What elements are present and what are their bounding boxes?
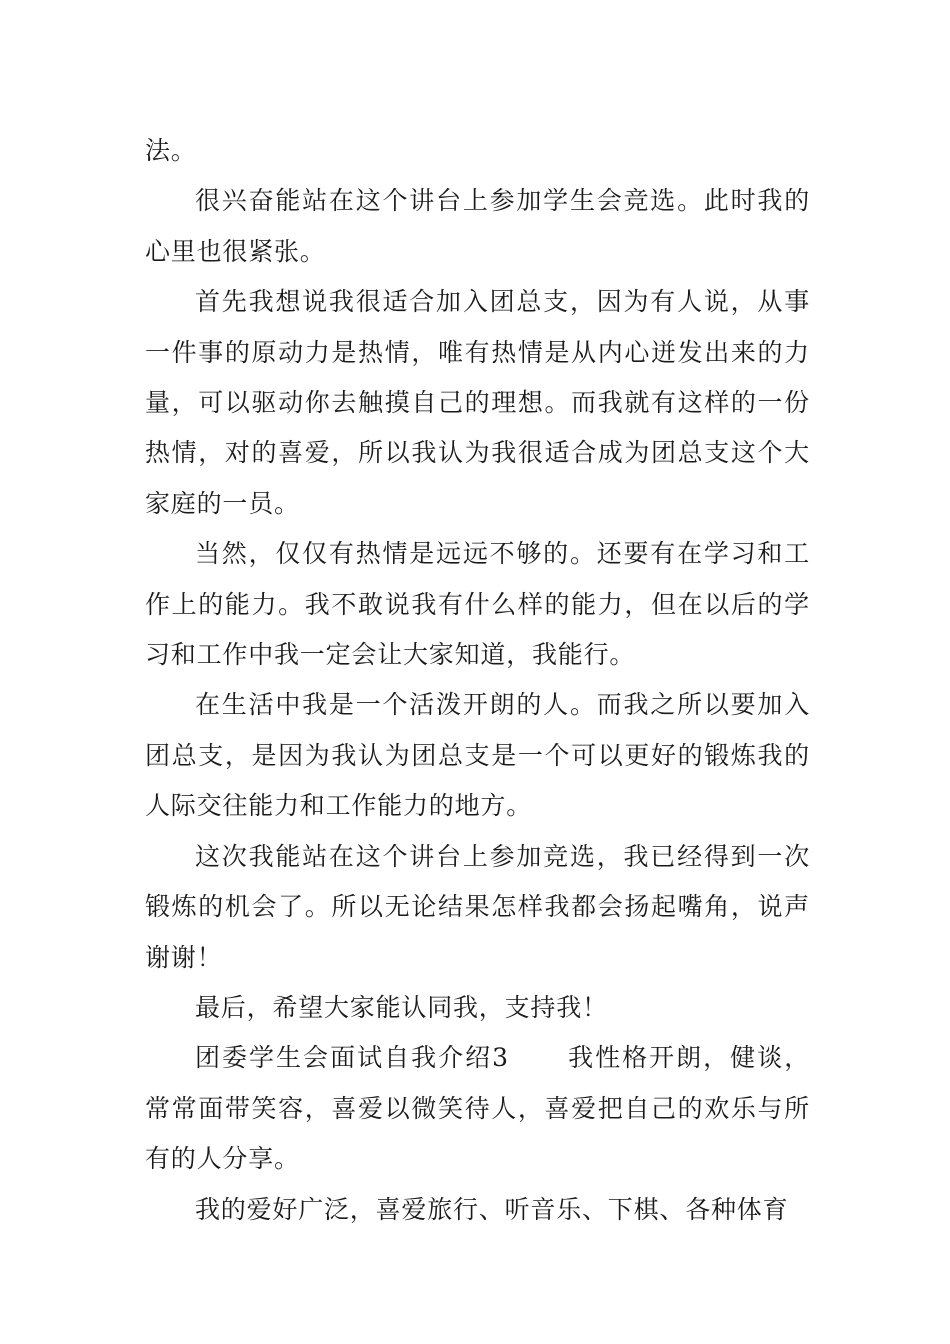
paragraph-continuation: 法。 xyxy=(145,136,197,165)
paragraph-hobbies: 我的爱好广泛，喜爱旅行、听音乐、下棋、各种体育 xyxy=(195,1194,789,1224)
paragraph-personality: 在生活中我是一个活泼开朗的人。而我之所以要加入团总支，是因为我认为团总支是一个可以更好的锻炼我的人际交往能力和工作能力的地方。 xyxy=(145,690,810,821)
document-body xyxy=(145,126,810,1235)
paragraph-opportunity: 这次我能站在这个讲台上参加竞选，我已经得到一次锻炼的机会了。所以无论结果怎样我都会扬起嘴角，说声谢谢！ xyxy=(145,841,810,972)
paragraph-excitement: 很兴奋能站在这个讲台上参加学生会竞选。此时我的心里也很紧张。 xyxy=(145,186,810,266)
paragraph-passion: 首先我想说我很适合加入团总支，因为有人说，从事一件事的原动力是热情，唯有热情是从内心迸发出来的力量，可以驱动你去触摸自己的理想。而我就有这样的一份热情，对的喜爱，所以我认为我很适合成为团总支这个大家庭的一员。 xyxy=(145,287,810,518)
section-text: 我性格开朗，健谈，常常面带笑容，喜爱以微笑待人，喜爱把自己的欢乐与所有的人分享。 xyxy=(145,1043,811,1174)
section-heading: 团委学生会面试自我介绍3 xyxy=(195,1043,509,1073)
paragraph-closing: 最后，希望大家能认同我，支持我！ xyxy=(195,992,608,1022)
paragraph-section-intro xyxy=(145,1033,810,1184)
paragraph-ability: 当然，仅仅有热情是远远不够的。还要有在学习和工作上的能力。我不敢说我有什么样的能力，但在以后的学习和工作中我一定会让大家知道，我能行。 xyxy=(145,539,810,670)
